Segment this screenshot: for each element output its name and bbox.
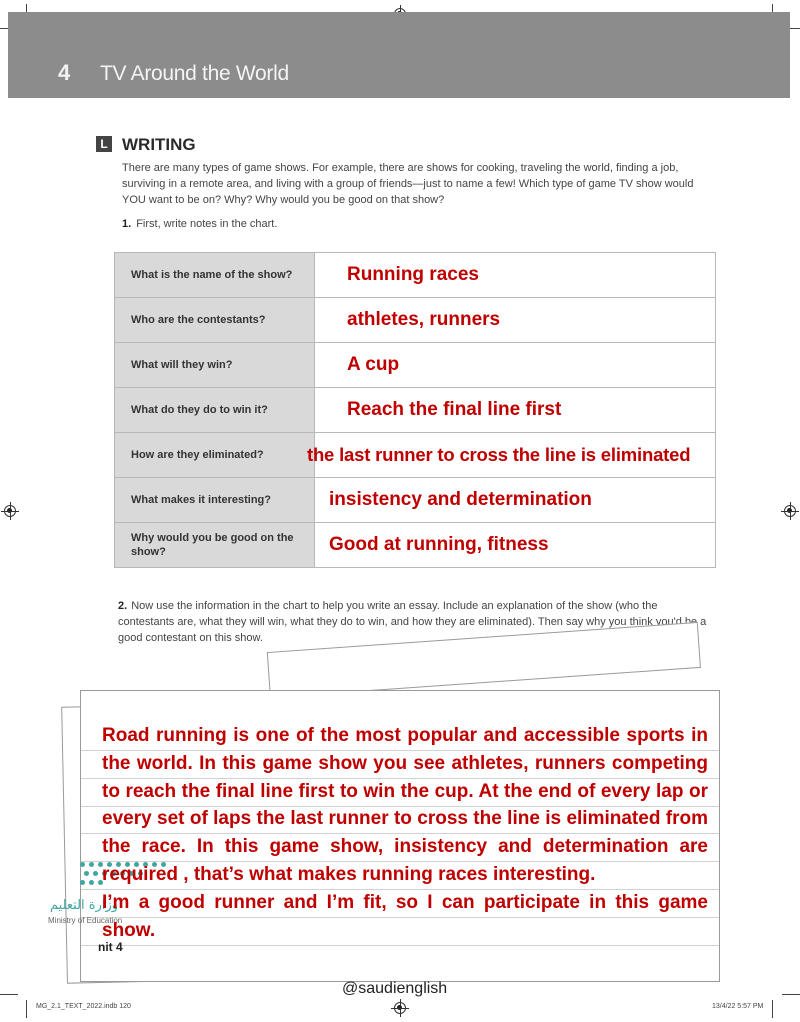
section-title: WRITING [122, 135, 196, 154]
chart-question: What will they win? [115, 343, 315, 388]
chart-row [115, 298, 716, 343]
chart-question: Why would you be good on the show? [115, 523, 315, 568]
chart-row [115, 253, 716, 298]
crop-mark [0, 994, 18, 995]
notes-chart [114, 252, 716, 568]
chart-answer: Reach the final line first [347, 399, 562, 420]
chart-question: Who are the contestants? [115, 298, 315, 343]
essay-paragraph: Road running is one of the most popular and accessible sports in the world. In this game show you see athletes, runners competing to reach the final line first to win the cup. At the end of every lap or every set of laps the last runner to cross the line is eliminated from the race. In this game show, insistency and determination are required , that’s what makes running races interesting. [102, 725, 708, 885]
unit-number: 4 [58, 60, 71, 85]
unit-title: TV Around the World [100, 62, 289, 85]
footer-file-info: MG_2.1_TEXT_2022.indb 120 [36, 1003, 131, 1010]
chart-question: How are they eliminated? [115, 433, 315, 478]
chart-answer: insistency and determination [329, 489, 592, 510]
chart-answer-cell[interactable] [307, 433, 716, 478]
chart-row [115, 343, 716, 388]
step-2-number: 2. [118, 600, 128, 612]
crop-mark [772, 1000, 773, 1018]
essay-paragraph: I’m a good runner and I’m fit, so I can participate in this game show. [102, 891, 708, 941]
chart-answer-cell[interactable] [315, 478, 716, 523]
step-1-text: First, write notes in the chart. [136, 218, 278, 230]
step-1-instruction [122, 218, 277, 230]
ministry-logo-arabic: وزارة التعليم [50, 898, 119, 913]
page-unit-label: nit 4 [98, 940, 123, 954]
footer-timestamp: 13/4/22 5:57 PM [712, 1003, 764, 1010]
registration-mark-icon [4, 505, 16, 517]
chart-answer-cell[interactable] [315, 523, 716, 568]
crop-mark [26, 1000, 27, 1018]
chart-question: What is the name of the show? [115, 253, 315, 298]
chart-answer: the last runner to cross the line is eliminated [307, 444, 691, 465]
chart-question: What makes it interesting? [115, 478, 315, 523]
chart-answer: Good at running, fitness [329, 534, 549, 555]
chart-row [115, 478, 716, 523]
chart-row [115, 388, 716, 433]
chart-row [115, 523, 716, 568]
chart-answer: Running races [347, 264, 479, 285]
chart-answer-cell[interactable] [315, 298, 716, 343]
header-band [8, 12, 790, 98]
ruled-line [81, 945, 719, 946]
section-letter-badge: L [96, 136, 112, 152]
ministry-logo-english: Ministry of Education [48, 916, 123, 925]
chart-row [115, 433, 716, 478]
chart-answer: athletes, runners [347, 309, 501, 330]
chart-answer-cell[interactable] [315, 253, 716, 298]
registration-mark-icon [394, 1002, 406, 1014]
chart-answer-cell[interactable] [315, 343, 716, 388]
registration-mark-icon [784, 505, 796, 517]
step-2-text: Now use the information in the chart to help you write an essay. Include an explanation of the show (who the contestants are, what they will win, what they do to win, and how they are eliminated). Then say why you think you'd be a good contestant on this show. [118, 600, 707, 644]
crop-mark [782, 994, 800, 995]
chart-answer: A cup [347, 354, 400, 375]
chart-question: What do they do to win it? [115, 388, 315, 433]
essay-answer [102, 722, 708, 944]
chart-answer-cell[interactable] [315, 388, 716, 433]
watermark: @saudienglish [342, 980, 448, 997]
section-intro: There are many types of game shows. For example, there are shows for cooking, traveling the world, finding a job, surviving in a remote area, and living with a group of friends—just to name a few! Which type of game TV show would YOU want to be on? Why? Why would you be good on that show? [122, 162, 694, 206]
step-1-number: 1. [122, 218, 132, 230]
